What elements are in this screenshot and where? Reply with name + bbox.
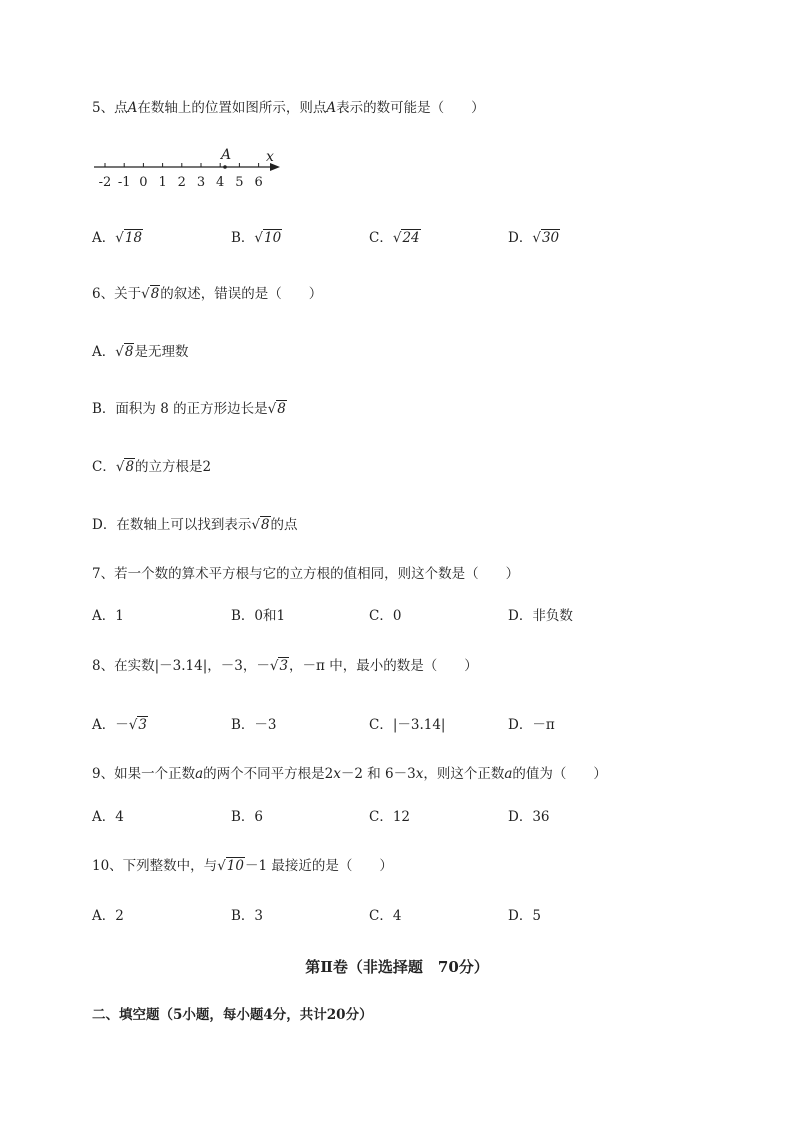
q7-option-d: D．非负数 xyxy=(508,608,573,624)
tick-label: 2 xyxy=(177,175,186,190)
tick-label: 0 xyxy=(139,175,148,190)
q8-stem: 8、在实数|－3.14|，－3，－√3，－π 中，最小的数是（ ） xyxy=(92,658,478,674)
section-title: 第Ⅱ卷（非选择题 70分） xyxy=(305,958,489,976)
point-a-label: A xyxy=(221,147,232,163)
q6-option-b: B．面积为 8 的正方形边长是√8 xyxy=(92,401,286,417)
q6-option-a: A．√8是无理数 xyxy=(92,344,189,360)
q7-option-b: B．0和1 xyxy=(231,608,286,624)
q5-stem: 5、点A在数轴上的位置如图所示，则点A表示的数可能是（ ） xyxy=(92,100,485,116)
q10-stem: 10、下列整数中，与√10－1 最接近的是（ ） xyxy=(92,858,393,874)
section-heading: 二、填空题（5小题，每小题4分，共计20分） xyxy=(92,1007,373,1023)
tick-label: 6 xyxy=(254,175,263,190)
tick-label: 4 xyxy=(216,175,225,190)
q5-option-b: B．√10 xyxy=(231,230,282,246)
q9-stem: 9、如果一个正数a的两个不同平方根是2x－2 和 6－3x，则这个正数a的值为（ ） xyxy=(92,766,607,782)
q8-option-d: D．－π xyxy=(508,717,555,733)
q9-option-a: A．4 xyxy=(92,809,124,825)
q7-option-a: A．1 xyxy=(92,608,124,624)
q6-option-d: D．在数轴上可以找到表示√8的点 xyxy=(92,517,298,533)
tick-label: -1 xyxy=(117,175,131,190)
q10-option-d: D．5 xyxy=(508,908,541,924)
q7-stem: 7、若一个数的算术平方根与它的立方根的值相同，则这个数是（ ） xyxy=(92,566,520,582)
tick-label: 1 xyxy=(158,175,167,190)
point-a-dot xyxy=(223,165,227,169)
q6-option-c: C．√8的立方根是2 xyxy=(92,459,212,475)
q10-option-a: A．2 xyxy=(92,908,124,924)
q9-option-b: B．6 xyxy=(231,809,264,825)
q8-option-c: C．|－3.14| xyxy=(369,717,446,733)
q10-option-b: B．3 xyxy=(231,908,264,924)
q5-option-d: D．√30 xyxy=(508,230,560,246)
q8-option-a: A．－√3 xyxy=(92,717,147,733)
q6-stem: 6、关于√8的叙述，错误的是（ ） xyxy=(92,286,323,302)
sqrt-expression: √8 xyxy=(141,286,160,302)
tick-label: -2 xyxy=(98,175,112,190)
q8-option-b: B．－3 xyxy=(231,717,277,733)
q7-option-c: C．0 xyxy=(369,608,402,624)
axis-x-label: x xyxy=(266,149,274,165)
q9-option-c: C．12 xyxy=(369,809,411,825)
q5-option-c: C．√24 xyxy=(369,230,420,246)
q5-option-a: A．√18 xyxy=(92,230,143,246)
tick-label: 5 xyxy=(235,175,244,190)
number-line-figure xyxy=(88,143,288,193)
tick-label: 3 xyxy=(196,175,206,190)
q10-option-c: C．4 xyxy=(369,908,402,924)
q9-option-d: D．36 xyxy=(508,809,550,825)
